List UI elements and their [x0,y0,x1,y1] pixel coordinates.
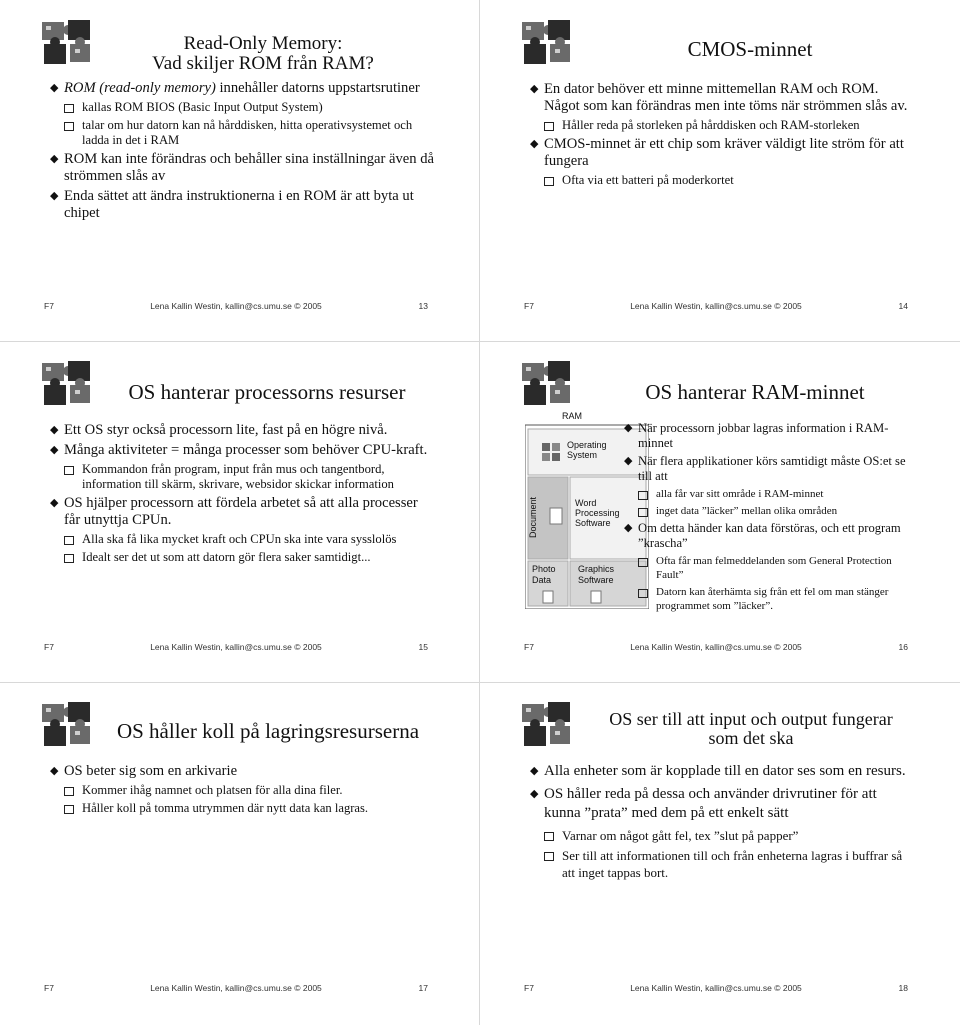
slide-title: OS ser till att input och output fungerar som det ska [609,709,893,748]
slide-title: OS hanterar RAM-minnet [645,380,865,404]
bullet-text: OS håller reda på dessa och använder drivrutiner för att kunna ”prata” med dem på ett enkelt sätt [544,786,877,821]
bullet [50,763,436,780]
footer-credit: Lena Kallin Westin, kallin@cs.umu.se © 2005 [150,642,322,652]
ram-header: RAM [562,411,582,421]
diamond-bullet-icon: ◆ [624,522,633,534]
square-bullet-icon [64,805,74,814]
footer-credit: Lena Kallin Westin, kallin@cs.umu.se © 2005 [630,301,802,311]
bullet [50,80,436,97]
bullet [50,151,436,185]
diamond-bullet-icon: ◆ [530,138,539,150]
subbullet [624,487,920,501]
subbullet-text: inget data ”läcker” mellan olika områden [656,505,838,517]
puzzle-pieces-icon [40,698,94,748]
bullet-text: Ett OS styr också processorn lite, fast på en högre nivå. [64,422,388,438]
bullet [624,454,920,484]
slide-title: Read-Only Memory: Vad skiljer ROM från RAM? [152,33,374,74]
slide-title: OS hanterar processorns resurser [128,380,406,404]
subbullet [624,585,920,613]
footer-credit: Lena Kallin Westin, kallin@cs.umu.se © 2005 [150,983,322,993]
footer-course: F7 [524,301,534,311]
subbullet-text: talar om hur datorn kan nå hårddisken, hitta operativsystemet och ladda in det i RAM [82,118,413,147]
page-number: 13 [418,301,428,311]
diamond-bullet-icon: ◆ [50,444,59,456]
slide-body [50,80,436,225]
page-number: 15 [418,642,428,652]
subbullet-text: Håller koll på tomma utrymmen där nytt data kan lagras. [82,801,369,815]
slide-footer [524,983,908,995]
slide-body [624,421,920,616]
footer-credit: Lena Kallin Westin, kallin@cs.umu.se © 2005 [150,301,322,311]
subbullet [50,783,436,798]
square-bullet-icon [64,122,74,131]
bullet-text: CMOS-minnet är ett chip som kräver väldigt lite ström för att fungera [544,136,904,169]
puzzle-pieces-icon [520,16,574,66]
slide-body [530,762,910,884]
slide-body [50,422,432,568]
diamond-bullet-icon: ◆ [50,497,59,509]
footer-course: F7 [524,642,534,652]
bullet-text: Enda sättet att ändra instruktionerna i en ROM är att byta ut chipet [64,188,414,221]
footer-credit: Lena Kallin Westin, kallin@cs.umu.se © 2005 [630,642,802,652]
square-bullet-icon [638,491,648,500]
subbullet-text: Kommer ihåg namnet och platsen för alla dina filer. [82,783,343,797]
bullet [50,442,432,459]
subbullet [50,550,432,565]
ram-word-processing: Word Processing Software [575,498,620,528]
subbullet [624,504,920,518]
bullet-text: När flera applikationer körs samtidigt måste OS:et se till att [638,454,906,483]
page-number: 14 [898,301,908,311]
footer-course: F7 [524,983,534,993]
footer-course: F7 [44,983,54,993]
diamond-bullet-icon: ◆ [624,422,633,434]
square-bullet-icon [544,832,554,841]
slide-13 [0,0,480,341]
subbullet-text: alla får var sitt område i RAM-minnet [656,488,824,500]
diamond-bullet-icon: ◆ [50,424,59,436]
square-bullet-icon [64,536,74,545]
square-bullet-icon [638,508,648,517]
subbullet [50,532,432,547]
slide-14 [480,0,960,341]
page-number: 16 [898,642,908,652]
diamond-bullet-icon: ◆ [624,455,633,467]
diamond-bullet-icon: ◆ [50,765,59,777]
slide-18 [480,682,960,1023]
page-number: 17 [418,983,428,993]
puzzle-pieces-icon [40,357,94,407]
subbullet [530,827,910,844]
subbullet-text: Varnar om något gått fel, tex ”slut på papper” [562,828,799,843]
bullet [50,188,436,222]
bullet [530,81,910,115]
bullet [530,136,910,170]
slide-footer [44,301,428,313]
bullet-text: Många aktiviteter = många processer som behöver CPU-kraft. [64,442,428,458]
slide-footer [524,301,908,313]
slide-title: OS håller koll på lagringsresurserna [116,719,420,743]
square-bullet-icon [638,558,648,567]
diamond-bullet-icon: ◆ [50,153,59,165]
page-number: 18 [898,983,908,993]
subbullet-text: Ofta får man felmeddelanden som General Protection Fault” [656,555,892,581]
bullet-text: När processorn jobbar lagras information i RAM-minnet [638,421,889,450]
subbullet-text: Kommandon från program, input från mus och tangentbord, information till skärm, skrivare, websidor skickar information [82,462,394,491]
subbullet [530,118,910,133]
subbullet-text: Idealt ser det ut som att datorn gör flera saker samtidigt... [82,550,371,564]
bullet-text: ROM kan inte förändras och behåller sina inställningar även då strömmen slås av [64,151,434,184]
bullet [624,521,920,551]
subbullet-text: Ser till att informationen till och från enheterna lagras i buffrar så att inget tappas bort. [562,848,903,880]
bullet-text: ROM (read-only memory) innehåller datorns uppstartsrutiner [64,80,420,96]
ram-operating-system: Operating System [567,440,607,460]
slide-footer [44,642,428,654]
footer-credit: Lena Kallin Westin, kallin@cs.umu.se © 2005 [630,983,802,993]
subbullet-text: Håller reda på storleken på hårddisken och RAM-storleken [562,118,860,132]
diamond-bullet-icon: ◆ [530,765,539,777]
slide-footer [44,983,428,995]
ram-photo-data: Photo Data [532,564,556,585]
puzzle-pieces-icon [40,16,94,66]
slide-16 [480,341,960,682]
square-bullet-icon [638,589,648,598]
puzzle-pieces-icon [520,357,574,407]
footer-course: F7 [44,642,54,652]
ram-graphics-software: Graphics Software [578,564,615,585]
square-bullet-icon [64,787,74,796]
bullet-text: OS hjälper processorn att fördela arbetet så att alla processer får utnyttja CPUn. [64,495,418,528]
bullet-text: OS beter sig som en arkivarie [64,763,238,779]
subbullet [624,554,920,582]
footer-course: F7 [44,301,54,311]
subbullet [50,118,436,148]
diamond-bullet-icon: ◆ [50,190,59,202]
diamond-bullet-icon: ◆ [50,82,59,94]
subbullet [50,801,436,816]
square-bullet-icon [64,466,74,475]
bullet-text: En dator behöver ett minne mittemellan RAM och ROM. Något som kan förändras men inte töms när strömmen slås av. [544,81,908,114]
subbullet-text: Datorn kan återhämta sig från ett fel om man stänger programmet som ”läcker”. [656,586,889,612]
bullet-text: Om detta händer kan data förstöras, och ett program ”krascha” [638,521,901,550]
subbullet [530,173,910,188]
subbullet [530,847,910,881]
subbullet-text: kallas ROM BIOS (Basic Input Output System) [82,100,323,114]
slide-17 [0,682,480,1023]
bullet [50,495,432,529]
slide-body [530,81,910,191]
square-bullet-icon [64,104,74,113]
subbullet-text: Alla ska få lika mycket kraft och CPUn ska inte vara sysslolös [82,532,397,546]
square-bullet-icon [544,852,554,861]
bullet [530,785,910,823]
slide-title: CMOS-minnet [687,37,813,61]
ram-document: Document [528,496,538,538]
bullet [530,762,910,781]
diamond-bullet-icon: ◆ [530,788,539,800]
square-bullet-icon [544,122,554,131]
slide-15 [0,341,480,682]
puzzle-pieces-icon [520,698,574,748]
bullet-text: Alla enheter som är kopplade till en dator ses som en resurs. [544,763,906,779]
subbullet [50,462,432,492]
subbullet [50,100,436,115]
diamond-bullet-icon: ◆ [530,83,539,95]
square-bullet-icon [544,177,554,186]
subbullet-text: Ofta via ett batteri på moderkortet [562,173,734,187]
bullet [624,421,920,451]
slide-body [50,763,436,819]
square-bullet-icon [64,554,74,563]
slide-footer [524,642,908,654]
bullet [50,422,432,439]
